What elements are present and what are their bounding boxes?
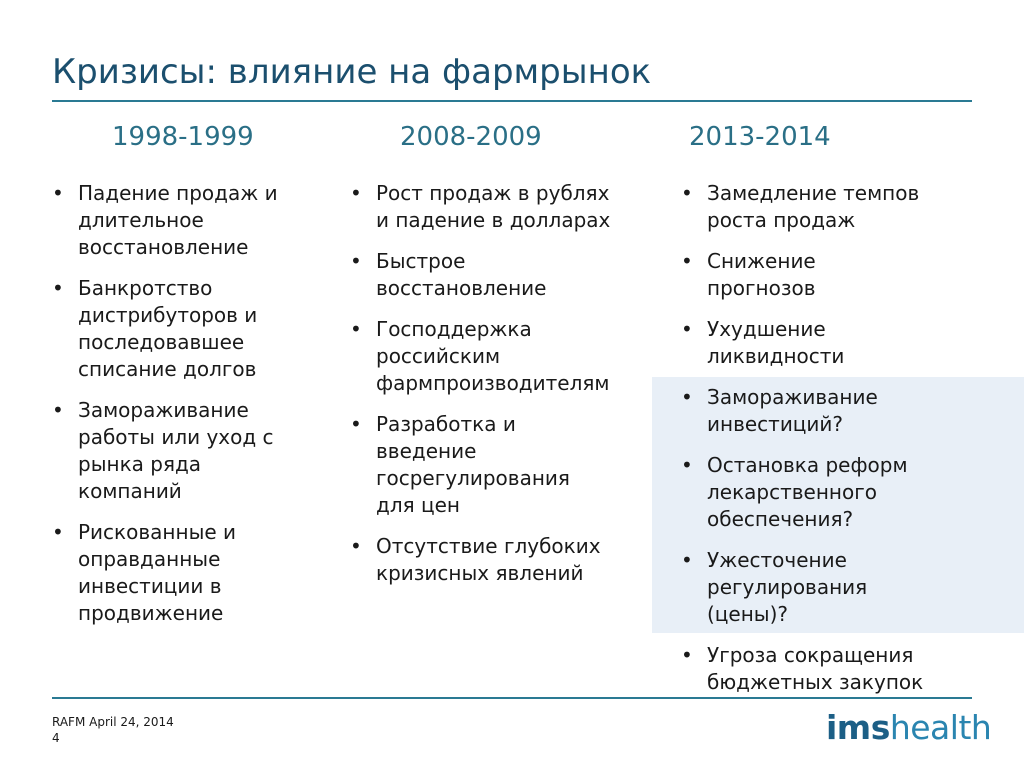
list-item [52,519,322,627]
list-item [681,642,1011,696]
bullet-list-2013 [681,180,1011,710]
bullet-icon: • [52,398,64,422]
list-item-text: Ухудшение ликвидности [707,317,845,368]
logo-ims-text: ims [826,708,890,747]
logo-health-text: health [889,708,992,747]
list-item-text: Замедление темпов роста продаж [707,181,920,232]
bullet-list-1998 [52,180,322,641]
bullet-icon: • [350,412,362,436]
list-item-text: Рискованные и оправданные инвестиции в продвижение [78,520,237,625]
list-item-text: Банкротство дистрибуторов и последовавшее списание долгов [78,276,258,381]
list-item-text: Замораживание инвестиций? [707,385,878,436]
list-item-text: Снижение прогнозов [707,249,816,300]
footer-divider [52,697,972,699]
list-item [350,248,650,302]
list-item-text: Угроза сокращения бюджетных закупок [707,643,924,694]
bullet-icon: • [681,385,693,409]
list-item-text: Падение продаж и длительное восстановление [78,181,278,259]
list-item [681,248,1011,302]
bullet-icon: • [350,181,362,205]
list-item [681,547,1011,628]
bullet-icon: • [681,548,693,572]
list-item [350,411,650,519]
list-item-text: Разработка и введение госрегулирования для цен [376,412,570,517]
list-item-text: Ужесточение регулирования (цены)? [707,548,868,626]
slide-title: Кризисы: влияние на фармрынок [52,52,652,92]
list-item [681,384,1011,438]
imshealth-logo [826,708,991,747]
list-item-text: Рост продаж в рублях и падение в долларах [376,181,611,232]
list-item [681,316,1011,370]
list-item [52,397,322,505]
list-item-text: Остановка реформ лекарственного обеспечения? [707,453,908,531]
list-item [681,180,1011,234]
list-item [681,452,1011,533]
title-divider [52,100,972,102]
list-item-text: Господдержка российским фармпроизводителям [376,317,610,395]
bullet-icon: • [681,249,693,273]
list-item-text: Замораживание работы или уход с рынка ряда компаний [78,398,274,503]
footer-source: RAFM April 24, 2014 [52,715,174,729]
list-item [350,180,650,234]
period-heading-2013: 2013-2014 [689,122,831,152]
period-heading-2008: 2008-2009 [400,122,542,152]
list-item [350,533,650,587]
bullet-icon: • [681,453,693,477]
bullet-list-2008 [350,180,650,601]
bullet-icon: • [681,181,693,205]
bullet-icon: • [350,534,362,558]
page-number: 4 [52,731,60,745]
bullet-icon: • [350,317,362,341]
list-item-text: Отсутствие глубоких кризисных явлений [376,534,601,585]
bullet-icon: • [52,276,64,300]
list-item [52,180,322,261]
bullet-icon: • [52,181,64,205]
bullet-icon: • [350,249,362,273]
period-heading-1998: 1998-1999 [112,122,254,152]
list-item [350,316,650,397]
bullet-icon: • [52,520,64,544]
list-item-text: Быстрое восстановление [376,249,547,300]
bullet-icon: • [681,643,693,667]
bullet-icon: • [681,317,693,341]
list-item [52,275,322,383]
footer [52,714,174,746]
